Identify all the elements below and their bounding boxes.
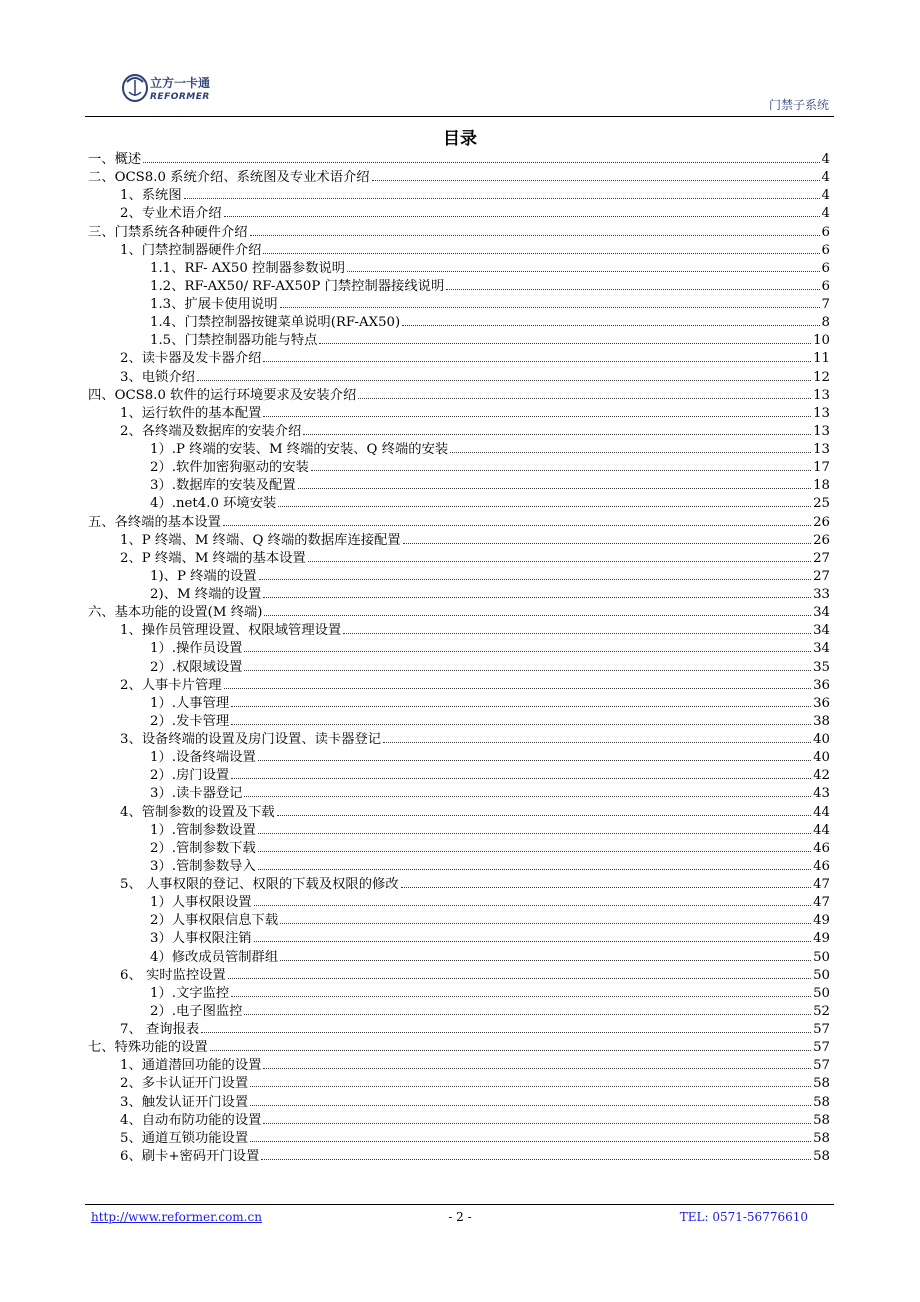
toc-entry[interactable] <box>88 858 830 876</box>
toc-entry-label: 1）.管制参数设置 <box>150 822 256 838</box>
toc-entry-label: 1、通道潜回功能的设置 <box>120 1058 262 1074</box>
toc-entry-page: 4 <box>821 170 830 186</box>
toc-entry[interactable] <box>88 677 830 695</box>
toc-entry-label: 1.1、RF- AX50 控制器参数说明 <box>150 260 346 276</box>
toc-entry-page: 49 <box>813 913 830 929</box>
toc-dot-leader <box>143 161 819 163</box>
toc-entry[interactable] <box>88 622 830 640</box>
toc-entry[interactable] <box>88 1112 830 1130</box>
toc-dot-leader <box>244 795 811 797</box>
toc-entry-page: 50 <box>813 985 830 1001</box>
toc-entry-label: 4）修改成员管制群组 <box>150 949 279 965</box>
toc-entry[interactable] <box>88 224 830 242</box>
toc-entry-label: 2）人事权限信息下载 <box>150 913 279 929</box>
toc-dot-leader <box>228 977 811 979</box>
toc-dot-leader <box>231 723 811 725</box>
toc-entry[interactable] <box>88 441 830 459</box>
toc-entry-label: 6、 实时监控设置 <box>120 967 226 983</box>
toc-entry-page: 36 <box>813 677 830 693</box>
toc-entry[interactable] <box>88 332 830 350</box>
toc-entry[interactable] <box>88 912 830 930</box>
toc-entry-label: 2）.权限域设置 <box>150 659 243 675</box>
toc-entry-page: 8 <box>821 315 830 331</box>
toc-entry-label: 4、自动布防功能的设置 <box>120 1112 262 1128</box>
toc-dot-leader <box>263 415 811 417</box>
toc-entry-label: 2）.电子图监控 <box>150 1003 243 1019</box>
toc-entry-page: 26 <box>813 514 830 530</box>
toc-entry[interactable] <box>88 767 830 785</box>
toc-entry[interactable] <box>88 1094 830 1112</box>
toc-entry-label: 2）.管制参数下载 <box>150 840 256 856</box>
toc-entry-label: 2）.房门设置 <box>150 768 230 784</box>
toc-entry-page: 4 <box>821 152 830 167</box>
toc-entry-label: 3）人事权限注销 <box>150 931 252 947</box>
toc-dot-leader <box>263 252 819 254</box>
toc-entry-label: 2、专业术语介绍 <box>120 206 222 222</box>
toc-dot-leader <box>311 469 811 471</box>
toc-dot-leader <box>254 904 812 906</box>
toc-dot-leader <box>303 433 811 435</box>
toc-entry[interactable] <box>88 640 830 658</box>
toc-entry-page: 58 <box>813 1076 830 1092</box>
toc-entry-page: 46 <box>813 858 830 874</box>
toc-dot-leader <box>277 814 811 816</box>
toc-entry[interactable] <box>88 731 830 749</box>
header-divider <box>85 116 834 117</box>
toc-entry[interactable] <box>88 876 830 894</box>
toc-entry[interactable] <box>88 169 830 187</box>
toc-entry-label: 2）.发卡管理 <box>150 713 230 729</box>
toc-dot-leader <box>184 197 820 199</box>
toc-dot-leader <box>263 596 811 598</box>
toc-entry-label: 1、P 终端、M 终端、Q 终端的数据库连接配置 <box>120 532 401 548</box>
table-of-contents <box>88 151 830 1166</box>
toc-dot-leader <box>280 922 811 924</box>
toc-entry-page: 13 <box>813 423 830 439</box>
toc-dot-leader <box>403 542 811 544</box>
toc-entry-label: 6、刷卡+密码开门设置 <box>120 1148 260 1164</box>
toc-entry-page: 4 <box>821 188 830 204</box>
toc-entry[interactable] <box>88 1148 830 1166</box>
toc-dot-leader <box>347 270 819 272</box>
toc-entry-label: 2、人事卡片管理 <box>120 677 222 693</box>
toc-entry-label: 2）.软件加密狗驱动的安装 <box>150 460 309 476</box>
toc-entry[interactable] <box>88 1039 830 1057</box>
toc-entry-label: 3）.读卡器登记 <box>150 786 243 802</box>
toc-entry-page: 13 <box>813 442 830 457</box>
toc-dot-leader <box>250 1104 811 1106</box>
toc-entry[interactable] <box>88 369 830 387</box>
toc-entry-label: 1）人事权限设置 <box>150 895 252 911</box>
toc-dot-leader <box>383 741 811 743</box>
toc-entry[interactable] <box>88 405 830 423</box>
toc-dot-leader <box>244 1013 811 1015</box>
footer-website-link[interactable]: http://www.reformer.com.cn <box>91 1210 262 1224</box>
toc-entry-label: 1）.操作员设置 <box>150 641 243 657</box>
toc-entry[interactable] <box>88 550 830 568</box>
toc-entry-label: 2、各终端及数据库的安装介绍 <box>120 423 302 439</box>
toc-entry-label: 一、概述 <box>88 152 142 167</box>
toc-dot-leader <box>254 940 812 942</box>
toc-entry[interactable] <box>88 423 830 441</box>
toc-dot-leader <box>224 215 820 217</box>
toc-dot-leader <box>201 1031 811 1033</box>
toc-entry[interactable] <box>88 749 830 767</box>
toc-entry-page: 36 <box>813 695 830 711</box>
toc-entry-label: 5、 人事权限的登记、权限的下载及权限的修改 <box>120 877 399 892</box>
toc-entry-label: 1.3、扩展卡使用说明 <box>150 297 278 312</box>
toc-entry[interactable] <box>88 713 830 731</box>
toc-entry-page: 46 <box>813 840 830 856</box>
toc-entry[interactable] <box>88 822 830 840</box>
toc-entry[interactable] <box>88 459 830 477</box>
toc-dot-leader <box>450 451 811 453</box>
toc-entry-label: 五、各终端的基本设置 <box>88 514 221 530</box>
toc-dot-leader <box>250 1085 811 1087</box>
toc-dot-leader <box>258 850 811 852</box>
toc-entry-page: 4 <box>821 206 830 222</box>
toc-entry-label: 2、读卡器及发卡器介绍 <box>120 351 262 367</box>
toc-entry-page: 34 <box>813 605 830 621</box>
logo-cn-text: 立方一卡通 <box>150 76 211 90</box>
toc-entry-page: 40 <box>813 750 830 766</box>
toc-entry-page: 58 <box>813 1112 830 1128</box>
toc-entry-label: 1.4、门禁控制器按键菜单说明(RF-AX50) <box>150 315 401 331</box>
logo-en-text: REFORMER <box>150 92 210 102</box>
toc-entry-page: 6 <box>821 242 830 258</box>
toc-dot-leader <box>446 288 819 290</box>
toc-entry[interactable] <box>88 1130 830 1148</box>
toc-entry[interactable] <box>88 278 830 296</box>
toc-dot-leader <box>231 995 811 997</box>
toc-entry-page: 50 <box>813 967 830 983</box>
toc-entry-label: 1.5、门禁控制器功能与特点 <box>150 333 318 349</box>
toc-entry[interactable] <box>88 695 830 713</box>
toc-entry-page: 18 <box>813 478 830 494</box>
toc-entry-label: 3、设备终端的设置及房门设置、读卡器登记 <box>120 732 382 747</box>
toc-dot-leader <box>280 959 811 961</box>
toc-dot-leader <box>343 632 811 634</box>
toc-entry-page: 6 <box>821 278 830 294</box>
toc-entry-label: 3、触发认证开门设置 <box>120 1094 249 1110</box>
toc-dot-leader <box>244 669 811 671</box>
toc-dot-leader <box>372 179 820 181</box>
toc-entry-page: 52 <box>813 1003 830 1019</box>
footer-telephone: TEL: 0571-56776610 <box>679 1210 808 1224</box>
toc-entry[interactable] <box>88 1021 830 1039</box>
toc-entry-label: 7、 查询报表 <box>120 1022 200 1037</box>
toc-entry-label: 4、管制参数的设置及下载 <box>120 804 275 820</box>
toc-entry-page: 57 <box>813 1040 830 1056</box>
toc-entry-label: 二、OCS8.0 系统介绍、系统图及专业术语介绍 <box>88 170 370 186</box>
toc-entry-label: 3、电锁介绍 <box>120 369 195 385</box>
toc-entry-page: 43 <box>813 786 830 802</box>
toc-dot-leader <box>210 1049 811 1051</box>
toc-dot-leader <box>358 397 811 399</box>
toc-entry-label: 2)、M 终端的设置 <box>150 587 262 602</box>
toc-dot-leader <box>261 1158 811 1160</box>
toc-entry-label: 1、操作员管理设置、权限域管理设置 <box>120 623 342 639</box>
toc-entry-page: 58 <box>813 1094 830 1110</box>
toc-entry-label: 2、P 终端、M 终端的基本设置 <box>120 550 306 566</box>
toc-entry[interactable] <box>88 785 830 803</box>
toc-entry-label: 1）.设备终端设置 <box>150 750 256 766</box>
toc-entry[interactable] <box>88 187 830 205</box>
toc-entry-page: 50 <box>813 949 830 965</box>
toc-entry-page: 58 <box>813 1130 830 1146</box>
toc-entry-page: 35 <box>813 659 830 675</box>
toc-entry[interactable] <box>88 532 830 550</box>
toc-entry-page: 47 <box>813 877 830 892</box>
toc-entry-page: 49 <box>813 931 830 947</box>
toc-entry-page: 13 <box>813 405 830 421</box>
toc-entry[interactable] <box>88 387 830 405</box>
toc-entry-label: 1、系统图 <box>120 188 182 204</box>
toc-entry-page: 26 <box>813 532 830 548</box>
toc-entry-page: 34 <box>813 641 830 657</box>
toc-entry[interactable] <box>88 350 830 368</box>
toc-entry-page: 58 <box>813 1148 830 1164</box>
toc-entry-page: 11 <box>813 351 830 367</box>
toc-entry-page: 42 <box>813 768 830 784</box>
toc-dot-leader <box>280 306 820 308</box>
footer-page-number: - 2 - <box>448 1210 472 1224</box>
toc-entry[interactable] <box>88 568 830 586</box>
toc-entry-page: 38 <box>813 713 830 729</box>
logo-emblem-icon <box>120 68 150 110</box>
toc-entry[interactable] <box>88 296 830 314</box>
toc-dot-leader <box>250 1140 811 1142</box>
toc-dot-leader <box>258 832 811 834</box>
toc-dot-leader <box>258 868 811 870</box>
toc-entry-label: 5、通道互锁功能设置 <box>120 1130 249 1146</box>
toc-entry-page: 33 <box>813 587 830 602</box>
toc-dot-leader <box>278 505 811 507</box>
toc-dot-leader <box>402 324 819 326</box>
toc-entry-label: 六、基本功能的设置(M 终端) <box>88 605 263 621</box>
toc-entry-page: 25 <box>813 496 830 512</box>
footer-divider <box>85 1204 834 1205</box>
toc-entry-label: 2、多卡认证开门设置 <box>120 1076 249 1092</box>
toc-entry-page: 34 <box>813 623 830 639</box>
toc-entry[interactable] <box>88 804 830 822</box>
toc-entry[interactable] <box>88 949 830 967</box>
toc-dot-leader <box>319 342 811 344</box>
toc-entry[interactable] <box>88 260 830 278</box>
toc-entry[interactable] <box>88 242 830 260</box>
toc-dot-leader <box>308 560 811 562</box>
page-title: 目录 <box>443 129 477 149</box>
toc-entry-page: 57 <box>813 1058 830 1074</box>
toc-entry-label: 3）.管制参数导入 <box>150 858 256 874</box>
toc-entry[interactable] <box>88 205 830 223</box>
toc-dot-leader <box>250 234 820 236</box>
toc-dot-leader <box>298 487 811 489</box>
toc-dot-leader <box>264 614 811 616</box>
toc-entry-page: 12 <box>813 369 830 385</box>
toc-entry-page: 40 <box>813 732 830 747</box>
toc-entry[interactable] <box>88 514 830 532</box>
toc-entry-page: 57 <box>813 1022 830 1037</box>
toc-entry-page: 7 <box>821 297 830 312</box>
toc-dot-leader <box>244 650 811 652</box>
toc-entry-page: 27 <box>813 568 830 584</box>
toc-entry-page: 17 <box>813 460 830 476</box>
toc-entry[interactable] <box>88 930 830 948</box>
toc-entry[interactable] <box>88 840 830 858</box>
toc-entry-label: 三、门禁系统各种硬件介绍 <box>88 224 248 240</box>
toc-entry[interactable] <box>88 604 830 622</box>
toc-entry[interactable] <box>88 151 830 169</box>
header-section-label: 门禁子系统 <box>768 98 829 112</box>
toc-entry-page: 10 <box>813 333 830 349</box>
toc-entry[interactable] <box>88 477 830 495</box>
toc-dot-leader <box>231 705 811 707</box>
toc-entry-page: 6 <box>821 224 830 240</box>
toc-entry-label: 1）.P 终端的安装、M 终端的安装、Q 终端的安装 <box>150 442 449 457</box>
toc-dot-leader <box>259 578 811 580</box>
toc-entry-page: 44 <box>813 804 830 820</box>
toc-dot-leader <box>263 1122 811 1124</box>
toc-entry-label: 四、OCS8.0 软件的运行环境要求及安装介绍 <box>88 387 357 403</box>
toc-entry-page: 47 <box>813 895 830 911</box>
company-logo <box>120 68 232 110</box>
toc-entry[interactable] <box>88 1003 830 1021</box>
toc-entry-page: 13 <box>813 387 830 403</box>
toc-entry-label: 1)、P 终端的设置 <box>150 568 257 584</box>
toc-entry-label: 1.2、RF-AX50/ RF-AX50P 门禁控制器接线说明 <box>150 278 445 294</box>
toc-entry-label: 1）.人事管理 <box>150 695 230 711</box>
toc-entry[interactable] <box>88 495 830 513</box>
toc-dot-leader <box>224 687 812 689</box>
toc-entry-label: 4）.net4.0 环境安装 <box>150 496 277 512</box>
toc-dot-leader <box>258 759 811 761</box>
toc-entry-label: 1、运行软件的基本配置 <box>120 405 262 421</box>
toc-entry[interactable] <box>88 967 830 985</box>
toc-entry-page: 44 <box>813 822 830 838</box>
toc-entry[interactable] <box>88 894 830 912</box>
toc-dot-leader <box>263 1067 811 1069</box>
toc-entry-label: 1、门禁控制器硬件介绍 <box>120 242 262 258</box>
toc-entry-page: 6 <box>821 260 830 276</box>
toc-entry[interactable] <box>88 586 830 604</box>
toc-dot-leader <box>263 360 811 362</box>
toc-dot-leader <box>231 777 811 779</box>
toc-dot-leader <box>197 379 811 381</box>
toc-dot-leader <box>223 524 811 526</box>
toc-entry[interactable] <box>88 1075 830 1093</box>
toc-entry-label: 1）.文字监控 <box>150 985 230 1001</box>
toc-entry-page: 27 <box>813 550 830 566</box>
toc-entry-label: 3）.数据库的安装及配置 <box>150 478 296 494</box>
toc-entry[interactable] <box>88 659 830 677</box>
toc-dot-leader <box>401 886 811 888</box>
toc-entry[interactable] <box>88 314 830 332</box>
toc-entry-label: 七、特殊功能的设置 <box>88 1040 208 1056</box>
toc-entry[interactable] <box>88 985 830 1003</box>
toc-entry[interactable] <box>88 1057 830 1075</box>
